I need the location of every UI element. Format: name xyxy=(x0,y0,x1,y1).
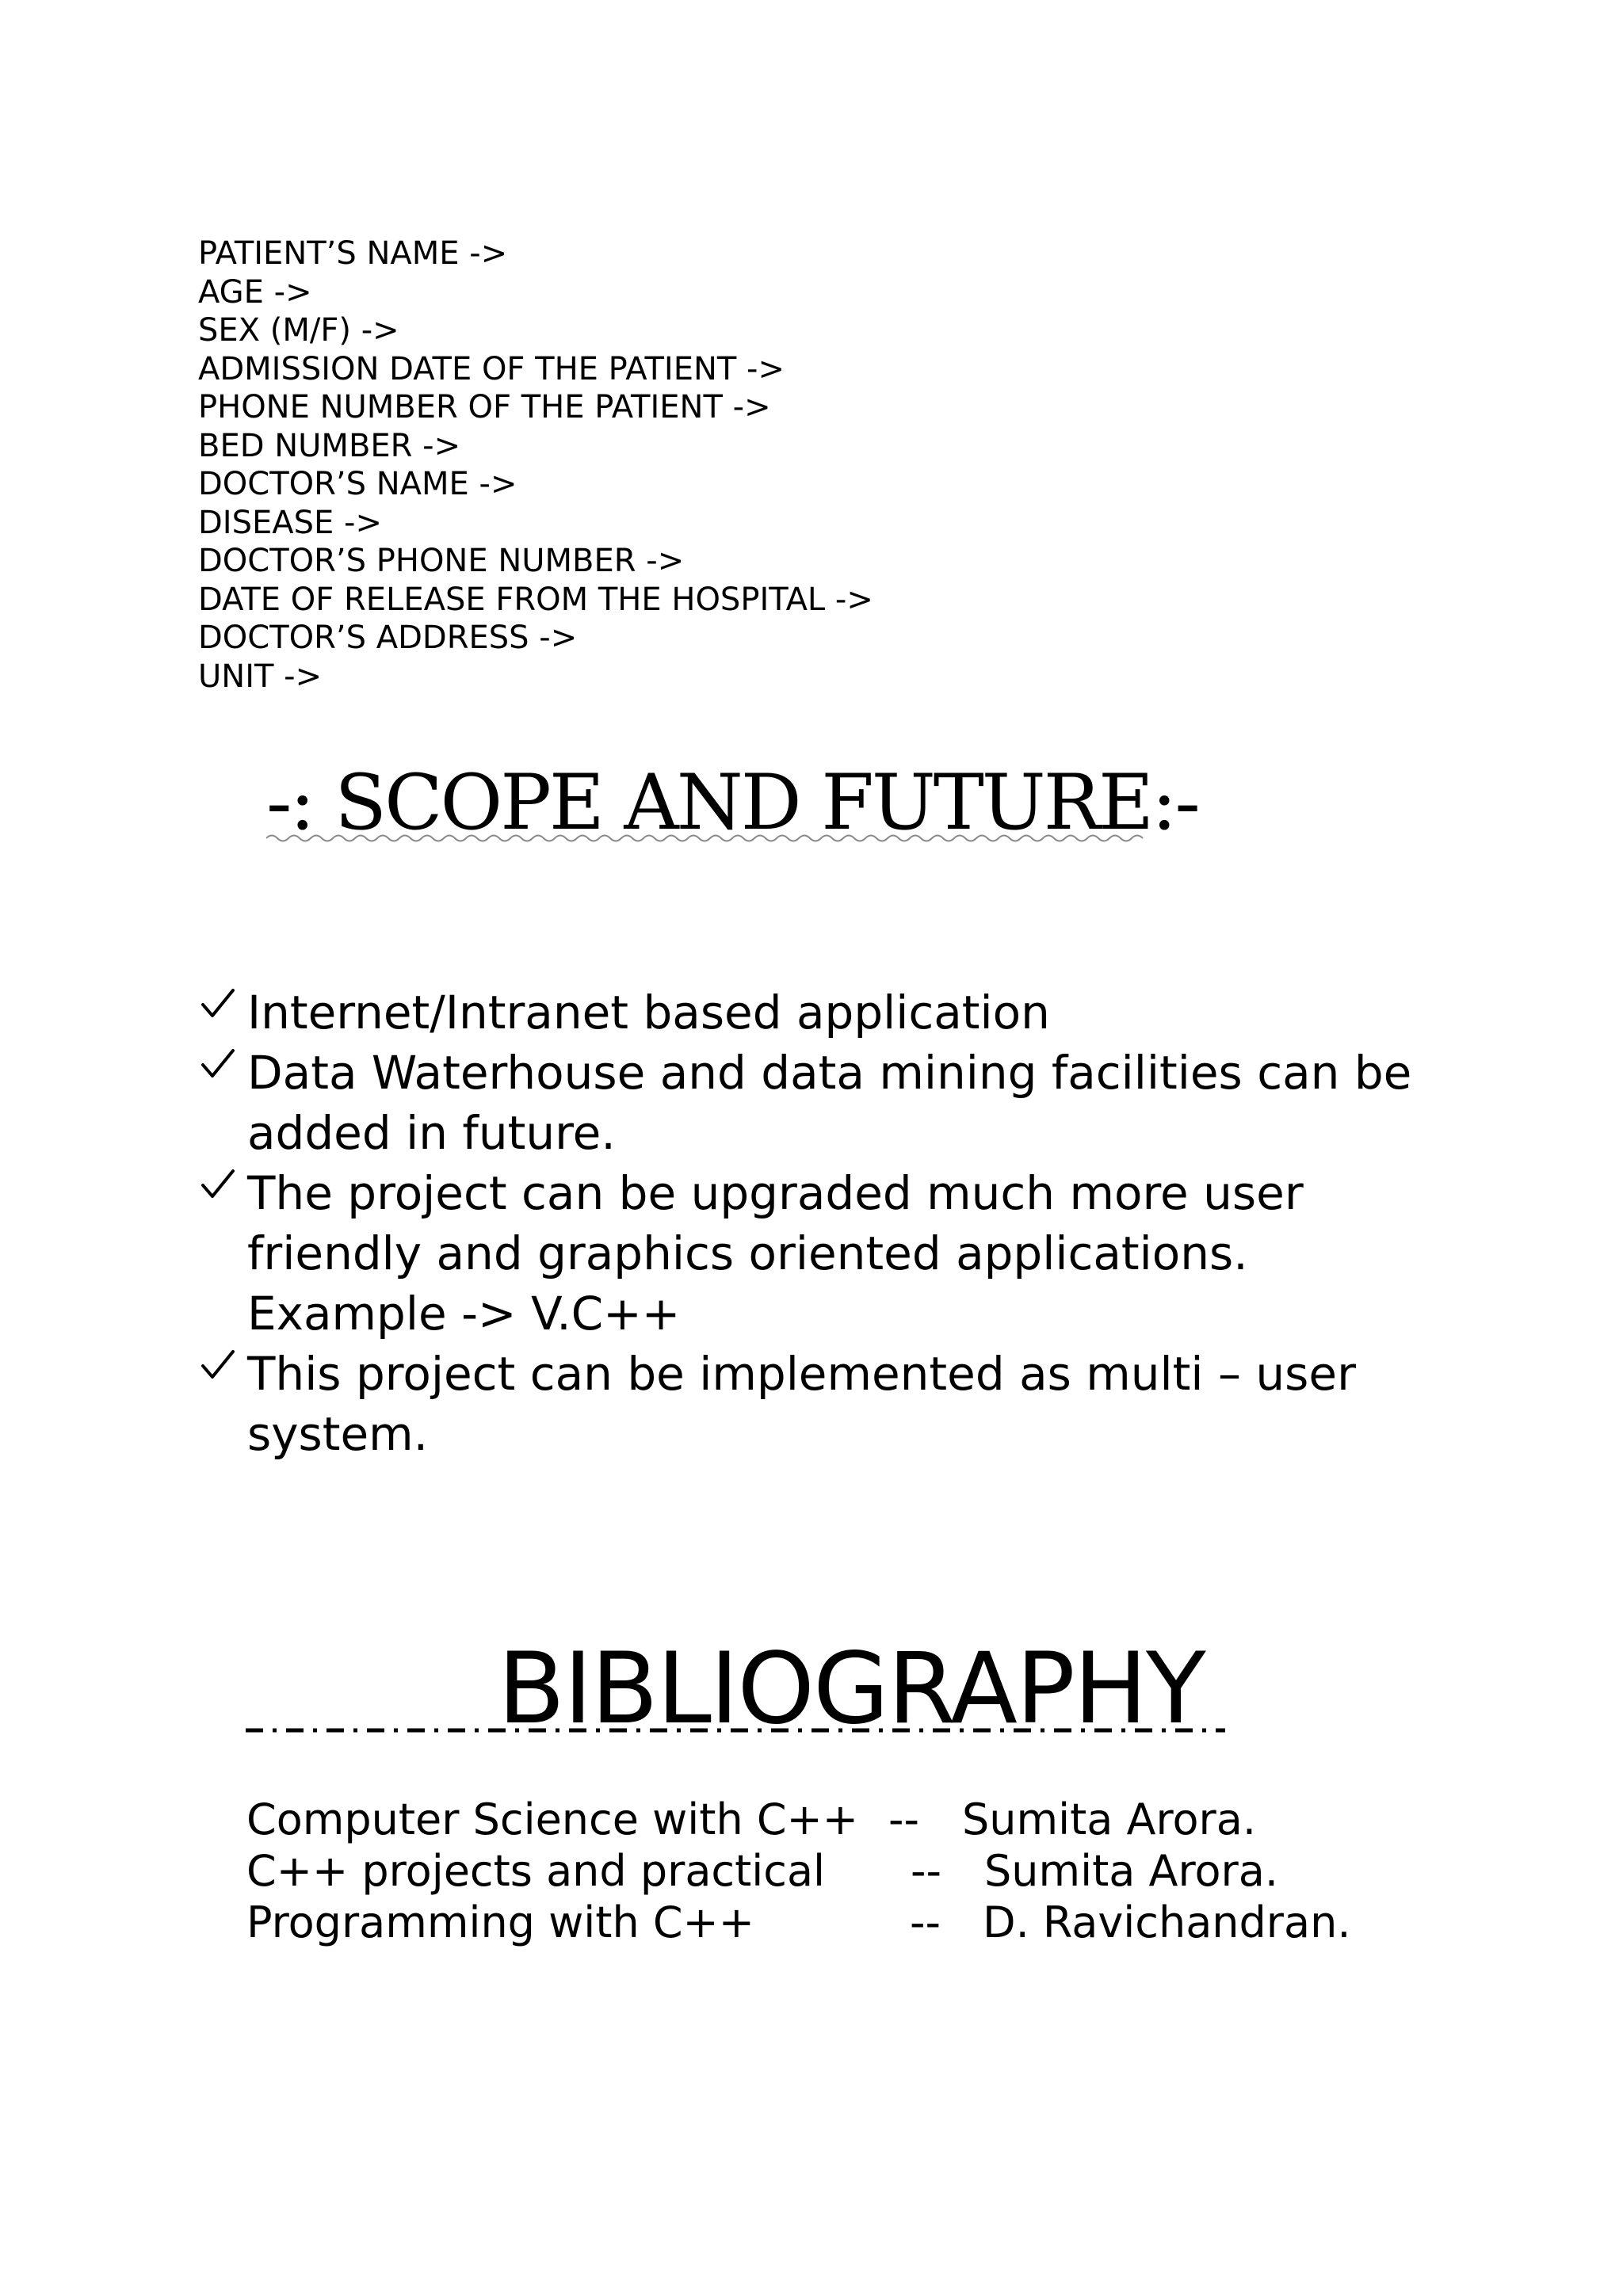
scope-wavy-underline xyxy=(266,832,1154,845)
checkmark-icon xyxy=(200,1347,236,1383)
field-admission-date: ADMISSION DATE OF THE PATIENT -> xyxy=(198,350,785,387)
field-patient-name: PATIENT’S NAME -> xyxy=(198,235,508,272)
scope-item xyxy=(200,1344,1484,1464)
field-doctor-name: DOCTOR’S NAME -> xyxy=(198,466,517,502)
reference-separator: -- xyxy=(888,1794,919,1844)
field-doctor-phone: DOCTOR’S PHONE NUMBER -> xyxy=(198,543,685,579)
scope-item xyxy=(200,982,1484,1043)
reference-title: C++ projects and practical xyxy=(246,1846,826,1896)
reference-author: D. Ravichandran. xyxy=(983,1897,1351,1947)
scope-list xyxy=(200,982,1468,1464)
reference-author: Sumita Arora. xyxy=(962,1794,1256,1844)
scope-item xyxy=(200,1043,1484,1163)
scope-item-text: Data Waterhouse and data mining facilities can be added in future. xyxy=(247,1046,1412,1160)
checkmark-icon xyxy=(200,1046,236,1082)
field-patient-phone: PHONE NUMBER OF THE PATIENT -> xyxy=(198,389,771,425)
patient-field-list xyxy=(198,235,873,696)
reference-title: Computer Science with C++ xyxy=(246,1794,859,1844)
field-release-date: DATE OF RELEASE FROM THE HOSPITAL -> xyxy=(198,581,873,618)
reference-separator: -- xyxy=(910,1897,941,1947)
field-age: AGE -> xyxy=(198,273,312,311)
field-sex: SEX (M/F) -> xyxy=(198,312,399,349)
field-bed-number: BED NUMBER -> xyxy=(198,427,461,464)
reference-title: Programming with C++ xyxy=(246,1897,755,1947)
reference-author: Sumita Arora. xyxy=(984,1846,1278,1896)
scope-item-text: Internet/Intranet based application xyxy=(247,986,1050,1039)
scope-item xyxy=(200,1163,1484,1344)
bibliography-heading: BIBLIOGRAPHY xyxy=(498,1632,1205,1746)
field-doctor-address: DOCTOR’S ADDRESS -> xyxy=(198,620,578,656)
checkmark-icon xyxy=(200,1166,236,1203)
bibliography-dash-dot-underline xyxy=(246,1726,1228,1735)
field-disease: DISEASE -> xyxy=(198,504,382,541)
reference-separator: -- xyxy=(911,1846,941,1896)
scope-item-text: The project can be upgraded much more user friendly and graphics oriented applications. Example -> V.C++ xyxy=(247,1166,1304,1341)
checkmark-icon xyxy=(200,986,236,1022)
scope-heading: -: SCOPE AND FUTURE:- xyxy=(266,758,1198,847)
field-unit: UNIT -> xyxy=(198,658,323,695)
scope-item-text: This project can be implemented as multi – user system. xyxy=(247,1347,1356,1461)
